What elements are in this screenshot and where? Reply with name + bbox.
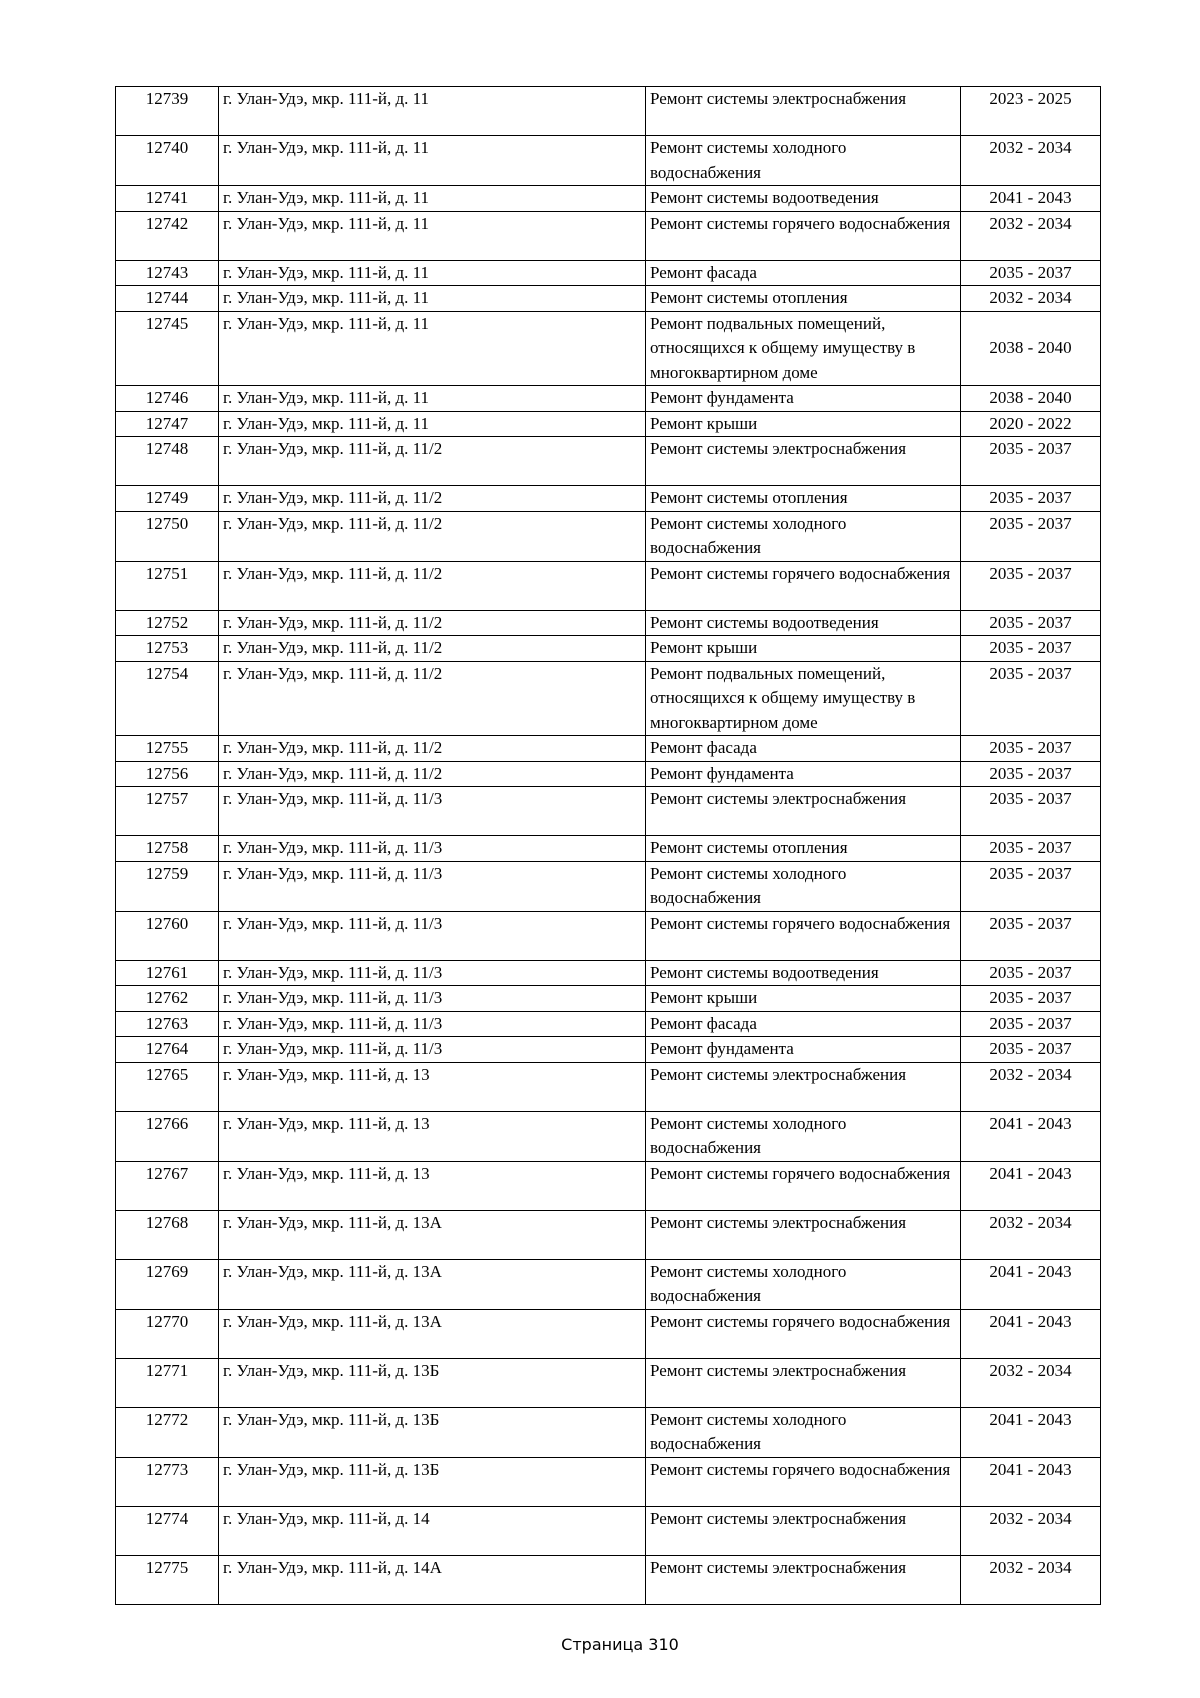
address-cell: г. Улан-Удэ, мкр. 111-й, д. 11/3	[219, 911, 646, 960]
address-cell: г. Улан-Удэ, мкр. 111-й, д. 11/3	[219, 836, 646, 862]
period-cell: 2035 - 2037	[961, 960, 1101, 986]
address-cell: г. Улан-Удэ, мкр. 111-й, д. 11/2	[219, 511, 646, 561]
row-number-cell: 12745	[116, 311, 219, 386]
address-cell: г. Улан-Удэ, мкр. 111-й, д. 13Б	[219, 1457, 646, 1506]
work-type-cell: Ремонт системы холодного водоснабжения	[646, 1259, 961, 1309]
table-row	[116, 761, 1101, 787]
row-number-cell: 12750	[116, 511, 219, 561]
address-cell: г. Улан-Удэ, мкр. 111-й, д. 13А	[219, 1309, 646, 1358]
address-cell: г. Улан-Удэ, мкр. 111-й, д. 13	[219, 1111, 646, 1161]
table-row	[116, 486, 1101, 512]
row-number-cell: 12755	[116, 736, 219, 762]
period-cell: 2041 - 2043	[961, 1111, 1101, 1161]
work-type-cell: Ремонт системы отопления	[646, 286, 961, 312]
work-type-cell: Ремонт системы холодного водоснабжения	[646, 1111, 961, 1161]
address-cell: г. Улан-Удэ, мкр. 111-й, д. 13	[219, 1161, 646, 1210]
table-row	[116, 1037, 1101, 1063]
period-cell: 2035 - 2037	[961, 761, 1101, 787]
address-cell: г. Улан-Удэ, мкр. 111-й, д. 13Б	[219, 1358, 646, 1407]
row-number-cell: 12749	[116, 486, 219, 512]
row-number-cell: 12743	[116, 260, 219, 286]
period-cell: 2035 - 2037	[961, 636, 1101, 662]
address-cell: г. Улан-Удэ, мкр. 111-й, д. 13Б	[219, 1407, 646, 1457]
period-cell: 2035 - 2037	[961, 260, 1101, 286]
work-type-cell: Ремонт системы холодного водоснабжения	[646, 861, 961, 911]
table-row	[116, 411, 1101, 437]
table-row	[116, 211, 1101, 260]
work-type-cell: Ремонт системы холодного водоснабжения	[646, 136, 961, 186]
table-row	[116, 1210, 1101, 1259]
table-row	[116, 186, 1101, 212]
row-number-cell: 12742	[116, 211, 219, 260]
table-row	[116, 1011, 1101, 1037]
address-cell: г. Улан-Удэ, мкр. 111-й, д. 11/3	[219, 1011, 646, 1037]
address-cell: г. Улан-Удэ, мкр. 111-й, д. 11/3	[219, 861, 646, 911]
work-type-cell: Ремонт системы водоотведения	[646, 186, 961, 212]
period-cell: 2032 - 2034	[961, 1210, 1101, 1259]
period-cell: 2041 - 2043	[961, 1259, 1101, 1309]
work-type-cell: Ремонт системы электроснабжения	[646, 1506, 961, 1555]
row-number-cell: 12752	[116, 610, 219, 636]
table-row	[116, 1555, 1101, 1604]
period-cell: 2035 - 2037	[961, 787, 1101, 836]
row-number-cell: 12757	[116, 787, 219, 836]
period-cell: 2032 - 2034	[961, 1062, 1101, 1111]
address-cell: г. Улан-Удэ, мкр. 111-й, д. 11	[219, 386, 646, 412]
work-type-cell: Ремонт системы электроснабжения	[646, 1555, 961, 1604]
address-cell: г. Улан-Удэ, мкр. 111-й, д. 13	[219, 1062, 646, 1111]
address-cell: г. Улан-Удэ, мкр. 111-й, д. 11/3	[219, 787, 646, 836]
row-number-cell: 12767	[116, 1161, 219, 1210]
work-type-cell: Ремонт фундамента	[646, 386, 961, 412]
work-type-cell: Ремонт системы горячего водоснабжения	[646, 1457, 961, 1506]
work-type-cell: Ремонт системы электроснабжения	[646, 1210, 961, 1259]
address-cell: г. Улан-Удэ, мкр. 111-й, д. 11	[219, 411, 646, 437]
work-type-cell: Ремонт системы водоотведения	[646, 960, 961, 986]
row-number-cell: 12756	[116, 761, 219, 787]
row-number-cell: 12768	[116, 1210, 219, 1259]
row-number-cell: 12760	[116, 911, 219, 960]
period-cell: 2035 - 2037	[961, 911, 1101, 960]
address-cell: г. Улан-Удэ, мкр. 111-й, д. 11	[219, 186, 646, 212]
period-cell: 2038 - 2040	[961, 311, 1101, 386]
row-number-cell: 12773	[116, 1457, 219, 1506]
table-row	[116, 87, 1101, 136]
period-cell: 2035 - 2037	[961, 437, 1101, 486]
row-number-cell: 12774	[116, 1506, 219, 1555]
address-cell: г. Улан-Удэ, мкр. 111-й, д. 11	[219, 286, 646, 312]
address-cell: г. Улан-Удэ, мкр. 111-й, д. 11/3	[219, 986, 646, 1012]
table-row	[116, 861, 1101, 911]
work-type-cell: Ремонт подвальных помещений, относящихся к общему имуществу в многоквартирном доме	[646, 311, 961, 386]
works-table-body	[116, 87, 1101, 1605]
work-type-cell: Ремонт системы электроснабжения	[646, 87, 961, 136]
address-cell: г. Улан-Удэ, мкр. 111-й, д. 11/2	[219, 761, 646, 787]
work-type-cell: Ремонт системы отопления	[646, 836, 961, 862]
address-cell: г. Улан-Удэ, мкр. 111-й, д. 11/2	[219, 561, 646, 610]
address-cell: г. Улан-Удэ, мкр. 111-й, д. 14А	[219, 1555, 646, 1604]
period-cell: 2035 - 2037	[961, 486, 1101, 512]
period-cell: 2041 - 2043	[961, 1457, 1101, 1506]
address-cell: г. Улан-Удэ, мкр. 111-й, д. 11/3	[219, 1037, 646, 1063]
work-type-cell: Ремонт крыши	[646, 636, 961, 662]
address-cell: г. Улан-Удэ, мкр. 111-й, д. 11/2	[219, 437, 646, 486]
row-number-cell: 12772	[116, 1407, 219, 1457]
work-type-cell: Ремонт системы электроснабжения	[646, 437, 961, 486]
row-number-cell: 12759	[116, 861, 219, 911]
row-number-cell: 12762	[116, 986, 219, 1012]
address-cell: г. Улан-Удэ, мкр. 111-й, д. 14	[219, 1506, 646, 1555]
works-table	[115, 86, 1101, 1605]
table-row	[116, 960, 1101, 986]
table-row	[116, 1506, 1101, 1555]
work-type-cell: Ремонт системы горячего водоснабжения	[646, 561, 961, 610]
period-cell: 2041 - 2043	[961, 186, 1101, 212]
period-cell: 2032 - 2034	[961, 1555, 1101, 1604]
work-type-cell: Ремонт системы электроснабжения	[646, 1062, 961, 1111]
work-type-cell: Ремонт фундамента	[646, 1037, 961, 1063]
row-number-cell: 12748	[116, 437, 219, 486]
period-cell: 2020 - 2022	[961, 411, 1101, 437]
row-number-cell: 12769	[116, 1259, 219, 1309]
address-cell: г. Улан-Удэ, мкр. 111-й, д. 11/2	[219, 736, 646, 762]
table-row	[116, 437, 1101, 486]
row-number-cell: 12766	[116, 1111, 219, 1161]
work-type-cell: Ремонт фасада	[646, 736, 961, 762]
table-row	[116, 661, 1101, 736]
table-row	[116, 311, 1101, 386]
row-number-cell: 12763	[116, 1011, 219, 1037]
address-cell: г. Улан-Удэ, мкр. 111-й, д. 11	[219, 260, 646, 286]
table-row	[116, 286, 1101, 312]
address-cell: г. Улан-Удэ, мкр. 111-й, д. 11/2	[219, 661, 646, 736]
table-row	[116, 911, 1101, 960]
work-type-cell: Ремонт системы горячего водоснабжения	[646, 1309, 961, 1358]
address-cell: г. Улан-Удэ, мкр. 111-й, д. 11/2	[219, 610, 646, 636]
table-row	[116, 636, 1101, 662]
period-cell: 2035 - 2037	[961, 1011, 1101, 1037]
row-number-cell: 12771	[116, 1358, 219, 1407]
table-row	[116, 260, 1101, 286]
address-cell: г. Улан-Удэ, мкр. 111-й, д. 11/2	[219, 636, 646, 662]
period-cell: 2035 - 2037	[961, 736, 1101, 762]
period-cell: 2023 - 2025	[961, 87, 1101, 136]
row-number-cell: 12765	[116, 1062, 219, 1111]
row-number-cell: 12754	[116, 661, 219, 736]
address-cell: г. Улан-Удэ, мкр. 111-й, д. 11/2	[219, 486, 646, 512]
period-cell: 2041 - 2043	[961, 1309, 1101, 1358]
period-cell: 2038 - 2040	[961, 386, 1101, 412]
row-number-cell: 12744	[116, 286, 219, 312]
address-cell: г. Улан-Удэ, мкр. 111-й, д. 13А	[219, 1259, 646, 1309]
period-cell: 2032 - 2034	[961, 1358, 1101, 1407]
work-type-cell: Ремонт системы холодного водоснабжения	[646, 511, 961, 561]
address-cell: г. Улан-Удэ, мкр. 111-й, д. 11	[219, 136, 646, 186]
row-number-cell: 12747	[116, 411, 219, 437]
table-row	[116, 1309, 1101, 1358]
work-type-cell: Ремонт подвальных помещений, относящихся к общему имуществу в многоквартирном доме	[646, 661, 961, 736]
period-cell: 2035 - 2037	[961, 561, 1101, 610]
work-type-cell: Ремонт крыши	[646, 986, 961, 1012]
address-cell: г. Улан-Удэ, мкр. 111-й, д. 11	[219, 311, 646, 386]
table-row	[116, 1407, 1101, 1457]
work-type-cell: Ремонт системы электроснабжения	[646, 1358, 961, 1407]
work-type-cell: Ремонт системы горячего водоснабжения	[646, 911, 961, 960]
row-number-cell: 12770	[116, 1309, 219, 1358]
row-number-cell: 12741	[116, 186, 219, 212]
table-row	[116, 511, 1101, 561]
table-row	[116, 1457, 1101, 1506]
period-cell: 2041 - 2043	[961, 1161, 1101, 1210]
table-row	[116, 1062, 1101, 1111]
table-row	[116, 986, 1101, 1012]
page-number: Страница 310	[561, 1635, 679, 1654]
period-cell: 2032 - 2034	[961, 136, 1101, 186]
work-type-cell: Ремонт системы холодного водоснабжения	[646, 1407, 961, 1457]
table-row	[116, 1161, 1101, 1210]
table-row	[116, 787, 1101, 836]
table-row	[116, 1358, 1101, 1407]
table-row	[116, 1259, 1101, 1309]
period-cell: 2035 - 2037	[961, 836, 1101, 862]
row-number-cell: 12761	[116, 960, 219, 986]
work-type-cell: Ремонт системы отопления	[646, 486, 961, 512]
table-row	[116, 736, 1101, 762]
table-row	[116, 1111, 1101, 1161]
work-type-cell: Ремонт системы водоотведения	[646, 610, 961, 636]
work-type-cell: Ремонт фасада	[646, 1011, 961, 1037]
period-cell: 2041 - 2043	[961, 1407, 1101, 1457]
table-row	[116, 836, 1101, 862]
row-number-cell: 12746	[116, 386, 219, 412]
period-cell: 2035 - 2037	[961, 986, 1101, 1012]
address-cell: г. Улан-Удэ, мкр. 111-й, д. 11/3	[219, 960, 646, 986]
row-number-cell: 12739	[116, 87, 219, 136]
period-cell: 2032 - 2034	[961, 211, 1101, 260]
address-cell: г. Улан-Удэ, мкр. 111-й, д. 11	[219, 87, 646, 136]
row-number-cell: 12740	[116, 136, 219, 186]
period-cell: 2035 - 2037	[961, 610, 1101, 636]
address-cell: г. Улан-Удэ, мкр. 111-й, д. 13А	[219, 1210, 646, 1259]
period-cell: 2035 - 2037	[961, 661, 1101, 736]
row-number-cell: 12758	[116, 836, 219, 862]
work-type-cell: Ремонт системы горячего водоснабжения	[646, 1161, 961, 1210]
row-number-cell: 12764	[116, 1037, 219, 1063]
work-type-cell: Ремонт фасада	[646, 260, 961, 286]
table-row	[116, 386, 1101, 412]
work-type-cell: Ремонт фундамента	[646, 761, 961, 787]
row-number-cell: 12775	[116, 1555, 219, 1604]
table-row	[116, 610, 1101, 636]
period-cell: 2035 - 2037	[961, 511, 1101, 561]
work-type-cell: Ремонт системы электроснабжения	[646, 787, 961, 836]
period-cell: 2032 - 2034	[961, 286, 1101, 312]
work-type-cell: Ремонт крыши	[646, 411, 961, 437]
period-cell: 2035 - 2037	[961, 1037, 1101, 1063]
period-cell: 2035 - 2037	[961, 861, 1101, 911]
table-row	[116, 561, 1101, 610]
row-number-cell: 12753	[116, 636, 219, 662]
address-cell: г. Улан-Удэ, мкр. 111-й, д. 11	[219, 211, 646, 260]
work-type-cell: Ремонт системы горячего водоснабжения	[646, 211, 961, 260]
row-number-cell: 12751	[116, 561, 219, 610]
table-row	[116, 136, 1101, 186]
period-cell: 2032 - 2034	[961, 1506, 1101, 1555]
